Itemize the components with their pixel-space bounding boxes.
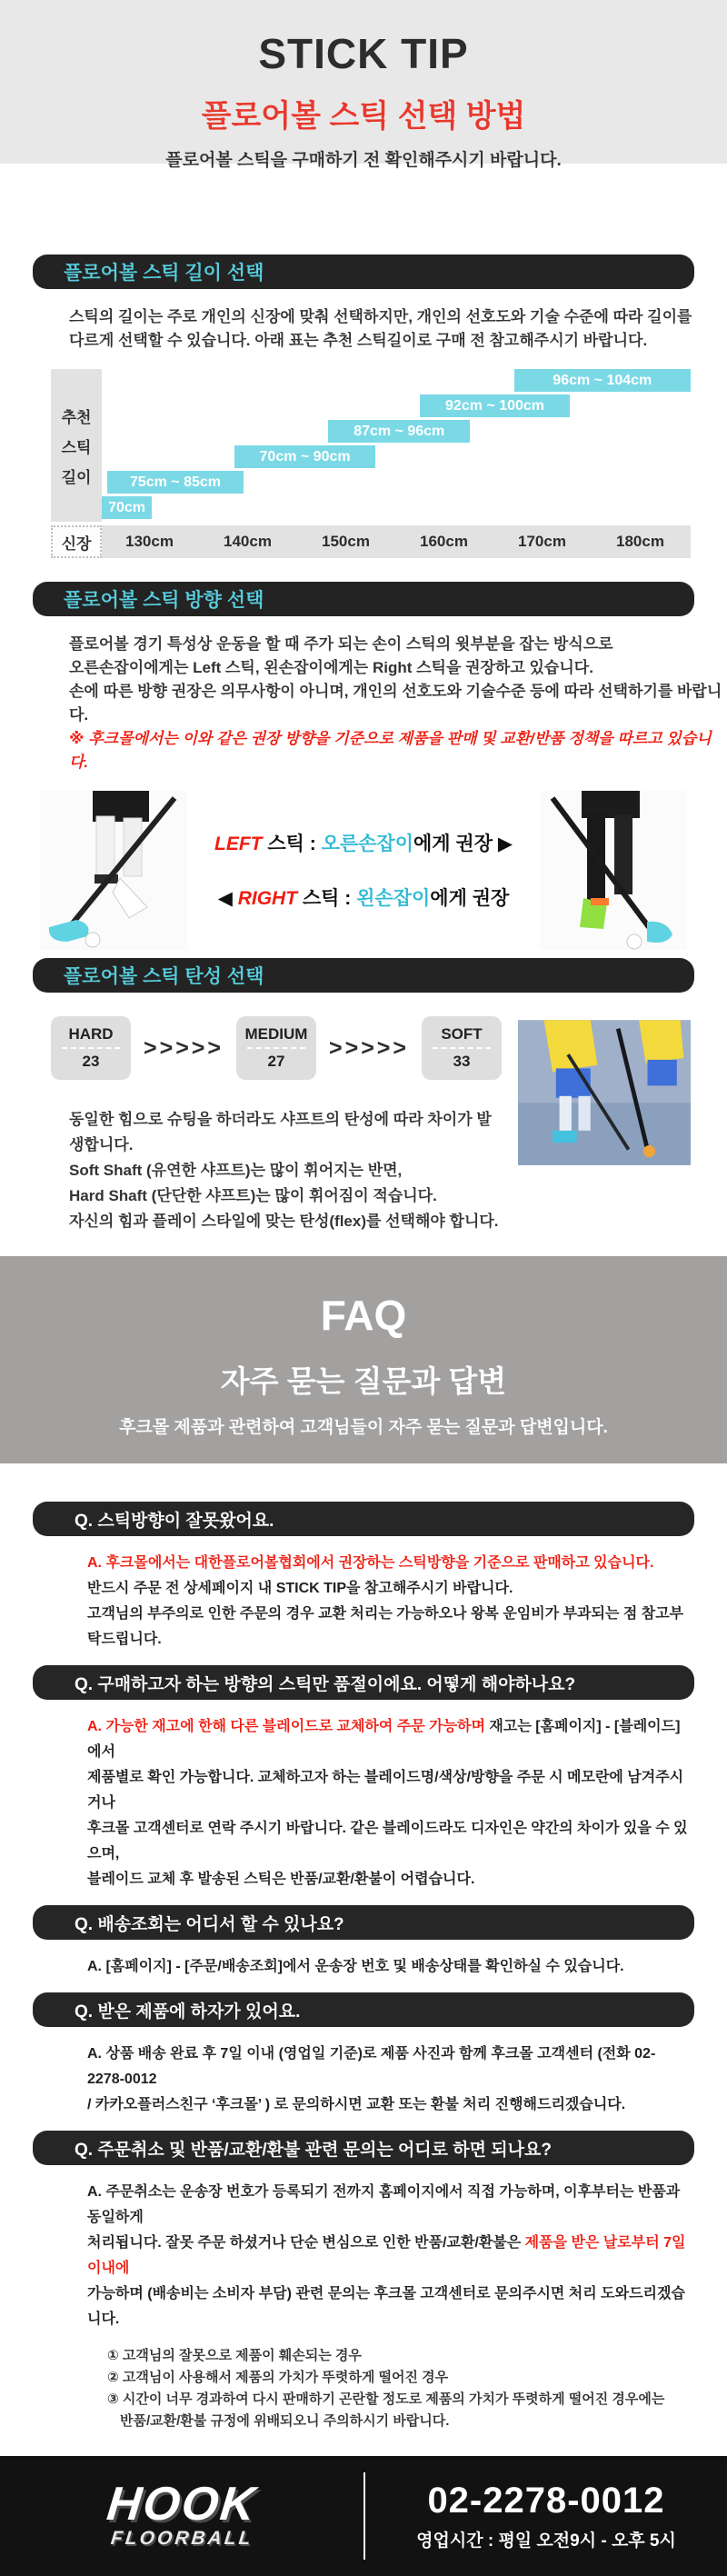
chart-bar: 92cm ~ 100cm: [420, 394, 570, 417]
answer-text: A. 후크몰에서는 대한플로어볼협회에서 권장하는 스틱방향을 기준으로 판매하고 있습니다. 반드시 주문 전 상세페이지 내 STICK TIP을 참고해주시기 바랍니다. 고객님의 부주의로 인한 주문의 경우 교환 처리는 가능하오나 왕복 운임비가 부과되는 점 참고부탁드립니다.: [87, 1555, 684, 1647]
flex-scale: [51, 1016, 502, 1080]
page-note: 플로어볼 스틱을 구매하기 전 확인해주시기 바랍니다.: [165, 151, 562, 170]
section-bar-direction-label: 플로어볼 스틱 방향 선택: [64, 590, 264, 611]
flex-action-photo: [518, 1016, 691, 1169]
left-stick-illustration: [40, 791, 187, 950]
chart-bar: 87cm ~ 96cm: [328, 420, 470, 443]
phone-number: 02-2278-0012: [427, 2481, 665, 2521]
footer: [0, 2456, 727, 2576]
direction-figure: [40, 789, 687, 951]
question-bar: Q. 주문취소 및 반품/교환/환불 관련 문의는 어디로 하면 되나요?: [33, 2131, 694, 2165]
stick-length-chart: [51, 369, 691, 558]
section-bar-length-label: 플로어볼 스틱 길이 선택: [64, 263, 264, 284]
chevron-right-icon: >>>>>: [329, 1034, 409, 1061]
chart-x-axis: [51, 525, 691, 558]
chart-plot-area: [102, 369, 691, 522]
flex-box-medium: MEDIUM 27: [236, 1016, 316, 1080]
left-stick-photo: [40, 791, 187, 950]
answer-notes: ① 고객님의 잘못으로 제품이 훼손되는 경우 ② 고객님이 사용해서 제품의 가치가 뚜렷하게 떨어진 경우 ③ 시간이 너무 경과하여 다시 판매하기 곤란할 정도로 제품의 가치가 뚜렷하게 떨어진 경우에는 반품/교환/환불 규정에 위배되오니 주의하시기 바랍니다.: [107, 2348, 665, 2429]
right-stick-illustration: [540, 791, 687, 950]
direction-labels: [187, 829, 540, 911]
flex-action-illustration: [518, 1016, 691, 1169]
chart-bar: 75cm ~ 85cm: [107, 471, 243, 494]
answer-text: A. 상품 배송 완료 후 7일 이내 (영업일 기준)로 제품 사진과 함께 후크몰 고객센터 (전화 02-2278-0012 / 카카오플러스친구 ‘후크몰’ ) 로 문의하시면 교환 또는 환불 처리 진행해드리겠습니다.: [87, 2046, 656, 2112]
right-stick-label: ◀ RIGHT 스틱 : 왼손잡이에게 권장: [217, 888, 510, 909]
faq-item: [0, 1992, 727, 2118]
direction-paragraph: 플로어볼 경기 특성상 운동을 할 때 주가 되는 손이 스틱의 윗부분을 잡는 방식으로 오른손잡이에게는 Left 스틱, 왼손잡이에게는 Right 스틱을 권장하고 있습니다. 손에 따른 방향 권장은 의무사항이 아니며, 개인의 선호도와 기술수준 등에 따라 선택하기를 바랍니다. ※ 후크몰에서는 이와 같은 권장 방향을 기준으로 제품을 판매 및 교환/반품 정책을 따르고 있습니다.: [69, 635, 722, 771]
right-stick-photo: [540, 791, 687, 950]
flex-figure: [51, 1016, 691, 1234]
faq-item: [0, 1502, 727, 1652]
flex-paragraph: 동일한 힘으로 슈팅을 하더라도 샤프트의 탄성에 따라 차이가 발생합니다. Soft Shaft (유연한 샤프트)는 많이 휘어지는 반면, Hard Shaft (단단한 샤프트)는 많이 휘어짐이 적습니다. 자신의 힘과 플레이 스타일에 맞는 탄성(flex)를 선택해야 합니다.: [69, 1111, 499, 1230]
answer-text: A. 주문취소는 운송장 번호가 등록되기 전까지 홈페이지에서 직접 가능하며, 이후부터는 반품과 동일하게 처리됩니다. 잘못 주문 하셨거나 단순 변심으로 인한 반품/교환/환불은 제품을 받은 날로부터 7일이내에 가능하며 (배송비는 소비자 부담) 관련 문의는 후크몰 고객센터로 문의주시면 처리 도와드리겠습니다.: [87, 2184, 686, 2327]
faq-item: [0, 2131, 727, 2432]
question-bar: Q. 스틱방향이 잘못왔어요.: [33, 1502, 694, 1536]
chevron-right-icon: >>>>>: [144, 1034, 224, 1061]
section-bar-direction: [33, 582, 694, 616]
direction-warning: ※ 후크몰에서는 이와 같은 권장 방향을 기준으로 제품을 판매 및 교환/반품 정책을 따르고 있습니다.: [69, 730, 712, 771]
chart-bar: 70cm ~ 90cm: [234, 445, 376, 468]
section-bar-flex: [33, 958, 694, 993]
faq-heading: 자주 묻는 질문과 답변: [220, 1364, 507, 1398]
chart-row-label: 추천 스틱 길이: [51, 369, 102, 522]
faq-banner: [0, 1256, 727, 1463]
footer-contact: [365, 2481, 727, 2551]
faq-subtitle: 후크몰 제품과 관련하여 고객님들이 자주 묻는 질문과 답변입니다.: [119, 1418, 608, 1437]
faq-item: [0, 1665, 727, 1892]
page-subtitle: 플로어볼 스틱 선택 방법: [201, 99, 526, 134]
faq-item: [0, 1905, 727, 1980]
faq-title: FAQ: [320, 1292, 407, 1339]
section-stick-direction: [0, 582, 727, 951]
section-stick-flex: [0, 958, 727, 1234]
axis-label-height: 신장: [51, 525, 102, 558]
question-bar: Q. 받은 제품에 하자가 있어요.: [33, 1992, 694, 2027]
chart-bar: 70cm: [102, 496, 152, 519]
axis-ticks: 130cm 140cm 150cm 160cm 170cm 180cm: [102, 525, 691, 558]
section-stick-length: [0, 164, 727, 558]
answer-text: A. [홈페이지] - [주문/배송조회]에서 운송장 번호 및 배송상태를 확인하실 수 있습니다.: [87, 1959, 624, 1974]
length-paragraph: 스틱의 길이는 주로 개인의 신장에 맞춰 선택하지만, 개인의 선호도와 기술 수준에 따라 길이를 다르게 선택할 수 있습니다. 아래 표는 추천 스틱길이로 구매 전 참고해주시기 바랍니다.: [69, 308, 692, 349]
section-bar-flex-label: 플로어볼 스틱 탄성 선택: [64, 966, 264, 987]
page-title: STICK TIP: [258, 30, 469, 77]
flex-box-soft: SOFT 33: [422, 1016, 502, 1080]
flex-box-hard: HARD 23: [51, 1016, 131, 1080]
hero-header: [0, 0, 727, 170]
business-hours: 영업시간 : 평일 오전9시 - 오후 5시: [416, 2531, 676, 2551]
section-bar-length: [33, 255, 694, 289]
hook-floorball-logo: HOOK FLOORBALL: [105, 2478, 260, 2549]
answer-text: A. 가능한 재고에 한해 다른 블레이드로 교체하여 주문 가능하며 재고는 [홈페이지] - [블레이드]에서 제품별로 확인 가능합니다. 교체하고자 하는 블레이드명/색상/방향을 주문 시 메모란에 남겨주시거나 후크몰 고객센터로 연락 주시기 바랍니다. 같은 블레이드라도 디자인은 약간의 차이가 있을 수 있으며, 블레이드 교체 후 발송된 스틱은 반품/교환/환불이 어렵습니다.: [87, 1719, 688, 1887]
question-bar: Q. 배송조회는 어디서 할 수 있나요?: [33, 1905, 694, 1940]
question-bar: Q. 구매하고자 하는 방향의 스틱만 품절이에요. 어떻게 해야하나요?: [33, 1665, 694, 1700]
left-stick-label: LEFT 스틱 : 오른손잡이에게 권장 ▶: [214, 834, 513, 854]
faq-list: [0, 1463, 727, 2432]
chart-bar: 96cm ~ 104cm: [514, 369, 691, 392]
